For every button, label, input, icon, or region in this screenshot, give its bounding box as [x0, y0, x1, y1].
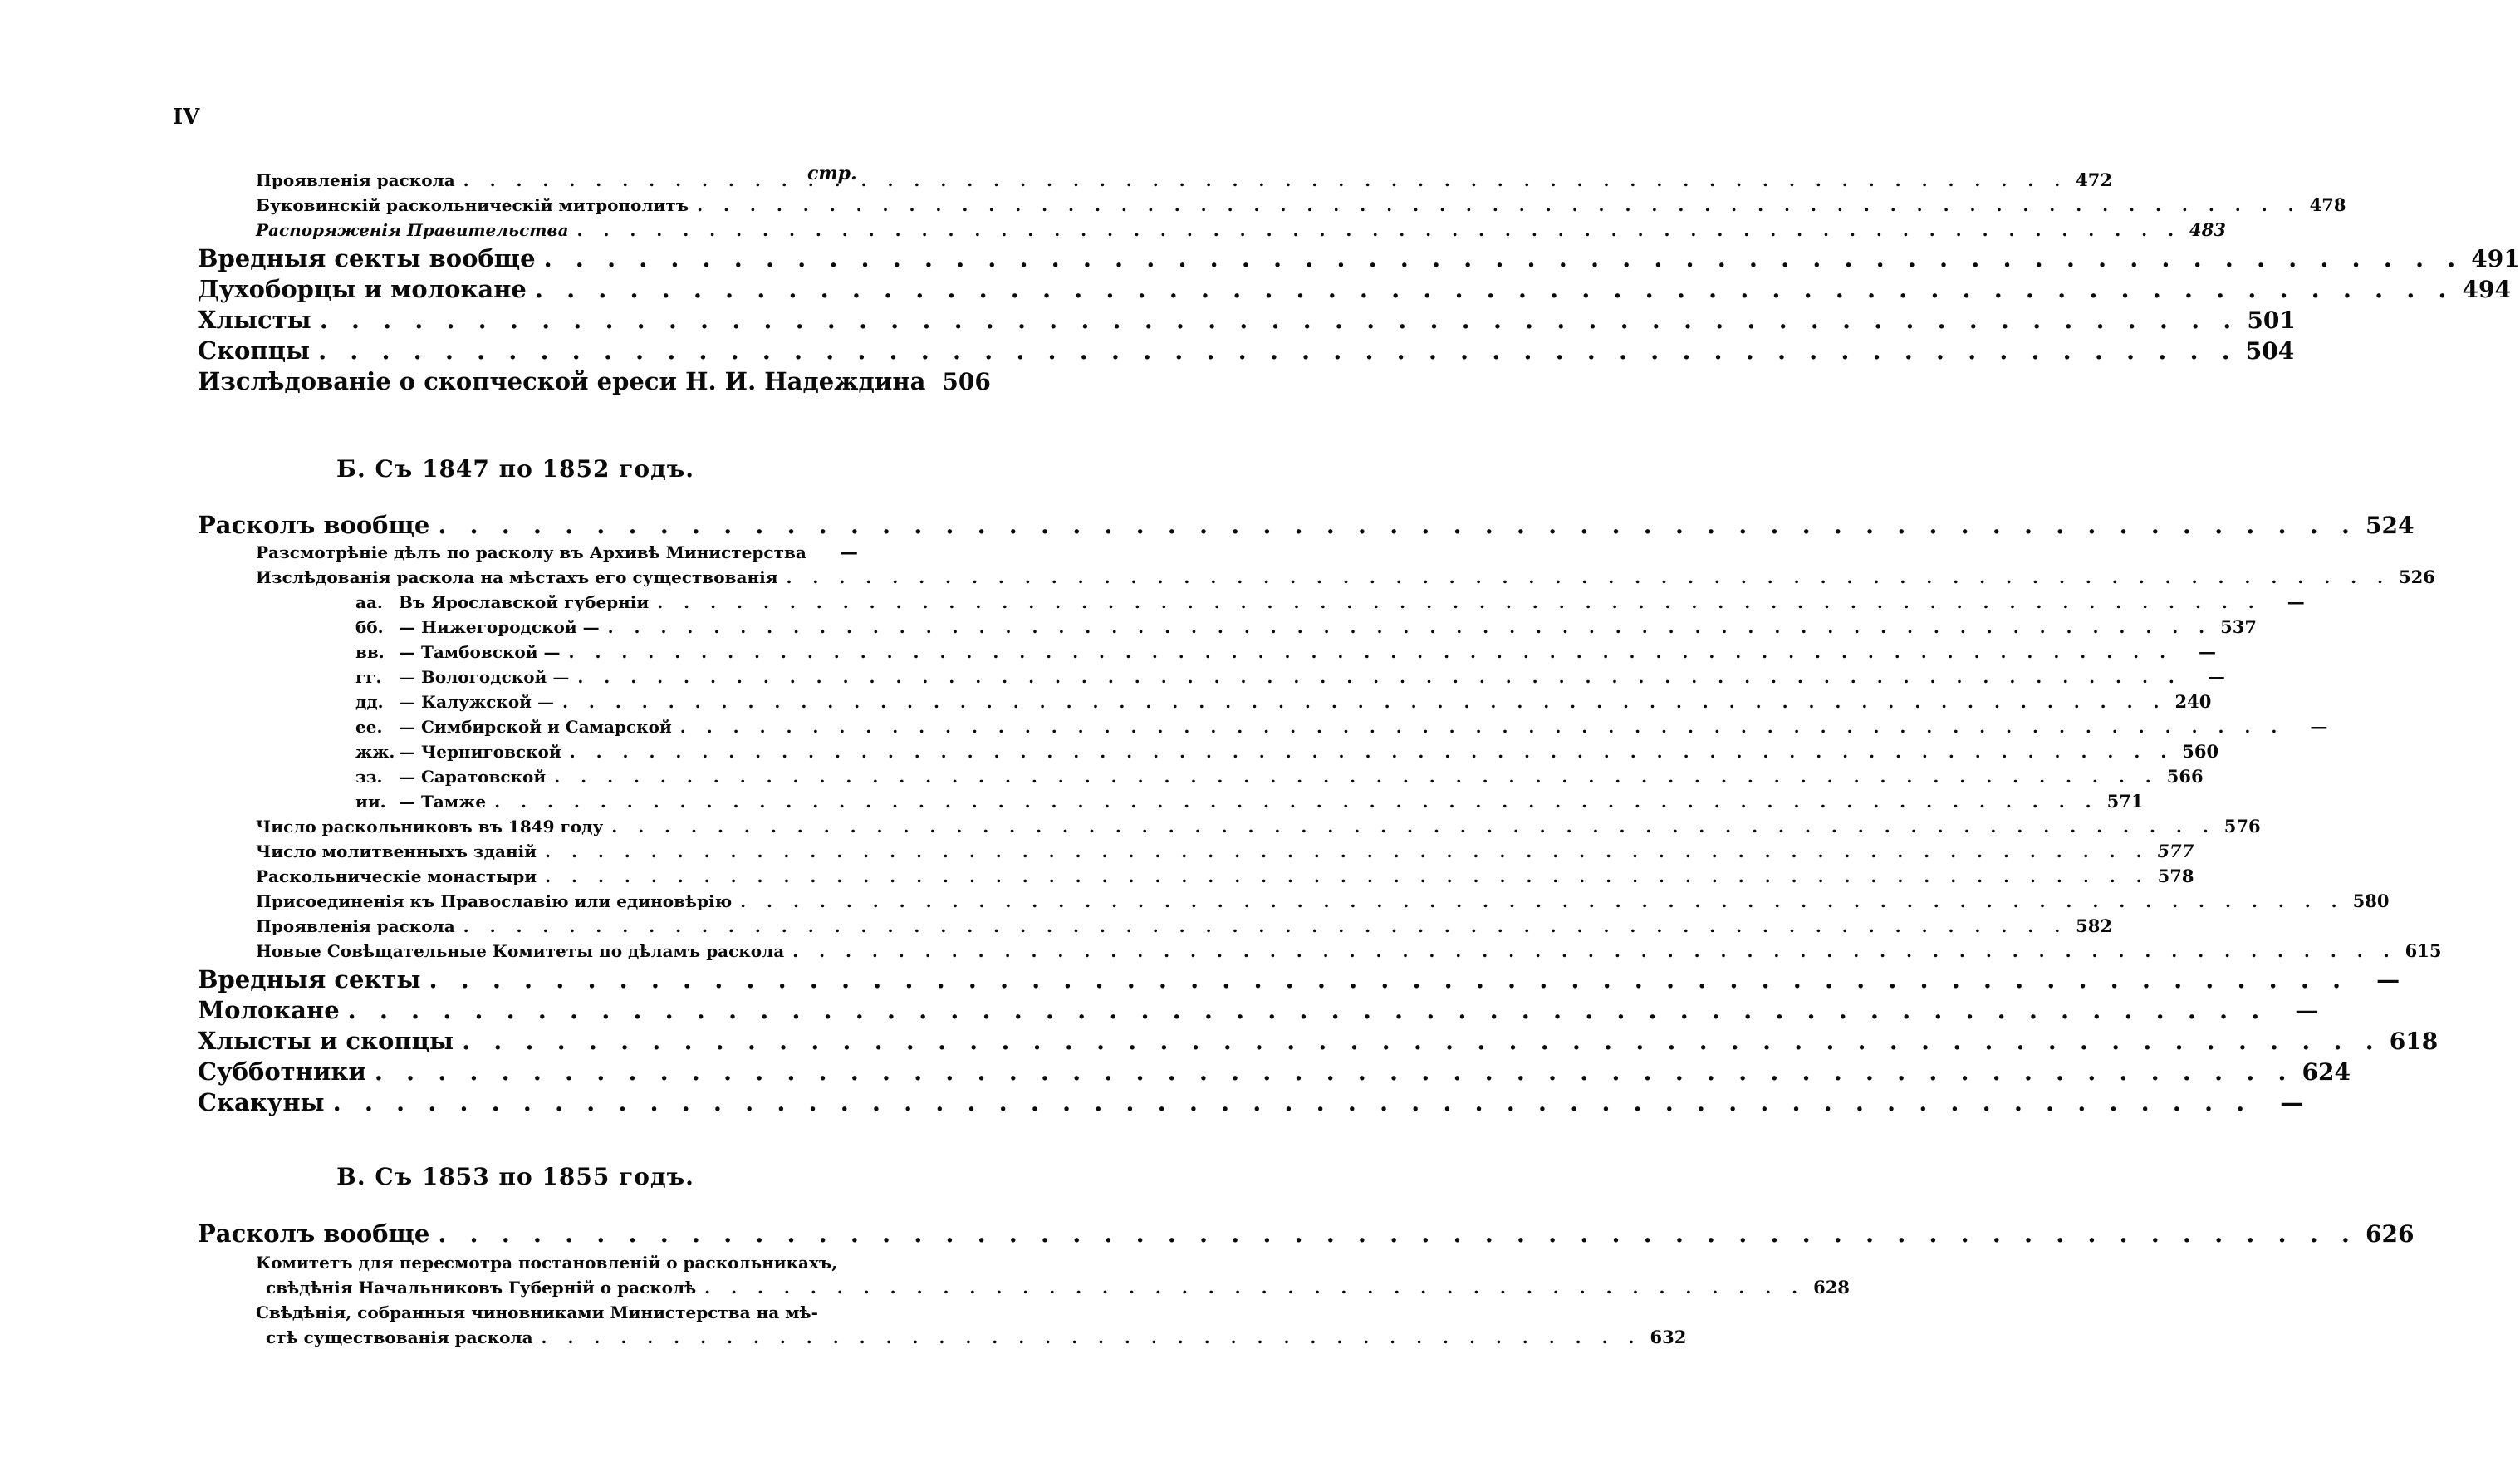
toc-entry: ее. — Симбирской и Самарской . . . — — [355, 716, 854, 741]
toc-entry: Раскольническіе монастыри . . . 578 — [256, 866, 854, 890]
toc-block-b — [0, 511, 2442, 1119]
toc-entry: Духоборцы и молокане . . . 494 — [198, 275, 854, 306]
toc-entry-line2: стѣ существованія раскола — [266, 1327, 533, 1347]
page-folio: IV — [173, 105, 200, 130]
section-heading-v: В. Съ 1853 по 1855 годъ. — [336, 1163, 694, 1190]
toc-entry: Число молитвенныхъ зданій . . . 577 — [256, 841, 854, 866]
toc-entry: Вредныя секты вообще . . . 491 — [198, 244, 854, 275]
toc-block-v — [0, 1219, 2415, 1350]
toc-entry: ии. — Тамже . . . 571 — [355, 791, 854, 816]
section-heading-b: Б. Съ 1847 по 1852 годъ. — [336, 455, 694, 483]
toc-entry: Присоединенія къ Православію или единовѣрію . . . 580 — [256, 890, 854, 915]
toc-entry-page: 628 — [1813, 1277, 1850, 1298]
toc-entry-line2: свѣдѣнія Начальниковъ Губерній о расколѣ — [266, 1278, 697, 1298]
toc-entry: Буковинскій раскольническій митрополитъ . . . 478 — [256, 194, 854, 219]
toc-entry: жж. — Черниговской . . . 560 — [355, 741, 854, 766]
toc-entry: Проявленія раскола . . . 582 — [256, 915, 854, 940]
toc-block-a — [0, 169, 2520, 398]
toc-entry: Разсмотрѣніе дѣлъ по расколу въ Архивѣ Министерства — — [256, 542, 858, 562]
toc-entry: Субботники . . . 624 — [198, 1057, 854, 1088]
toc-entry: Число раскольниковъ въ 1849 году . . . 576 — [256, 816, 854, 841]
toc-entry: Вредныя секты . . . — — [198, 965, 854, 996]
toc-entry-wrapped — [256, 1250, 1850, 1300]
toc-entry: вв. — Тамбовской — . . . — — [355, 641, 854, 666]
toc-entry: Хлысты . . . 501 — [198, 306, 854, 336]
toc-entry: Молокане . . . — — [198, 996, 854, 1027]
toc-entry: Проявленія раскола . . . 472 — [256, 169, 854, 194]
toc-entry-wrapped — [256, 1300, 1687, 1350]
toc-entry-line1: Свѣдѣнія, собранныя чиновниками Министерства на мѣ- — [256, 1302, 818, 1322]
toc-entry: бб. — Нижегородской — . . . 537 — [355, 616, 854, 641]
toc-entry: аа. Въ Ярославской губерніи . . . — — [355, 591, 854, 616]
toc-entry: Скопцы . . . 504 — [198, 336, 854, 367]
toc-entry: Хлысты и скопцы . . . 618 — [198, 1027, 854, 1057]
toc-entry: гг. — Вологодской — . . . — — [355, 666, 854, 691]
toc-entry: дд. — Калужской — . . . 240 — [355, 691, 854, 716]
toc-entry: зз. — Саратовской . . . 566 — [355, 766, 854, 791]
toc-entry: Изслѣдованія раскола на мѣстахъ его существованія . . . 526 — [256, 567, 854, 591]
toc-entry-page: 632 — [1650, 1327, 1687, 1347]
toc-entry: Изслѣдованіе о скопческой ереси Н. И. Надеждина 506 — [198, 367, 991, 395]
page-column-label: стр. — [807, 163, 857, 184]
toc-entry-line1: Комитетъ для пересмотра постановленій о раскольникахъ, — [256, 1253, 838, 1273]
toc-entry: Новые Совѣщательные Комитеты по дѣламъ раскола . . . 615 — [256, 940, 854, 965]
toc-entry: Распоряженія Правительства . . . 483 — [256, 219, 854, 244]
toc-entry: Скакуны . . . — — [198, 1088, 854, 1119]
toc-entry: Расколъ вообще . . . 626 — [198, 1219, 854, 1250]
toc-entry: Расколъ вообще . . . 524 — [198, 511, 854, 542]
